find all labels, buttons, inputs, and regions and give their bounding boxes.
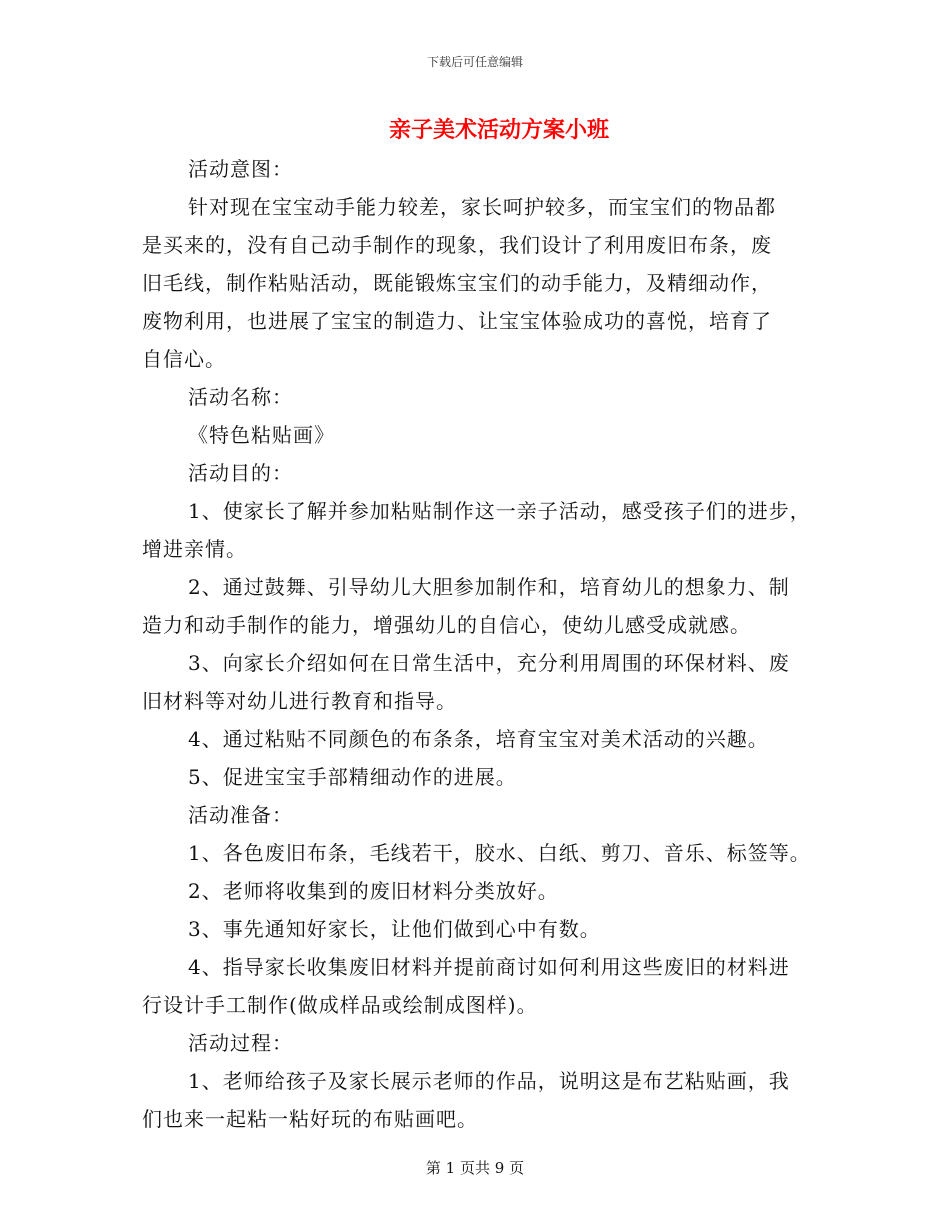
paragraph-line: 旧毛线，制作粘贴活动，既能锻炼宝宝们的动手能力，及精细动作， [142, 271, 772, 295]
list-item: 5、促进宝宝手部精细动作的进展。 [188, 765, 517, 789]
section-heading: 活动名称： [188, 385, 293, 409]
list-item: 1、各色废旧布条，毛线若干，胶水、白纸、剪刀、音乐、标签等。 [188, 841, 811, 865]
list-item: 2、老师将收集到的废旧材料分类放好。 [188, 879, 559, 903]
section-heading: 活动目的： [188, 461, 293, 485]
list-item: 3、向家长介绍如何在日常生活中，充分利用周围的环保材料、废 [188, 651, 790, 675]
list-item: 1、老师给孩子及家长展示老师的作品，说明这是布艺粘贴画，我 [188, 1069, 790, 1093]
list-item: 2、通过鼓舞、引导幼儿大胆参加制作和，培育幼儿的想象力、制 [188, 575, 790, 599]
list-item-continuation: 们也来一起粘一粘好玩的布贴画吧。 [142, 1107, 478, 1131]
page-footer: 第 1 页共 9 页 [425, 1159, 525, 1177]
list-item: 4、指导家长收集废旧材料并提前商讨如何利用这些废旧的材料进 [188, 955, 790, 979]
section-heading: 活动过程： [188, 1031, 293, 1055]
header-note: 下载后可任意编辑 [426, 55, 523, 69]
list-item-continuation: 造力和动手制作的能力，增强幼儿的自信心，使幼儿感受成就感。 [142, 613, 751, 637]
list-item: 3、事先通知好家长，让他们做到心中有数。 [188, 917, 601, 941]
document-title: 亲子美术活动方案小班 [388, 117, 609, 143]
paragraph-line: 针对现在宝宝动手能力较差，家长呵护较多，而宝宝们的物品都 [188, 195, 776, 219]
list-item-continuation: 增进亲情。 [142, 537, 247, 561]
section-heading: 活动意图： [188, 157, 293, 181]
list-item-continuation: 行设计手工制作(做成样品或绘制成图样)。 [142, 993, 538, 1017]
list-item-continuation: 旧材料等对幼儿进行教育和指导。 [142, 689, 457, 713]
section-heading: 活动准备： [188, 803, 293, 827]
paragraph-line: 是买来的，没有自己动手制作的现象，我们设计了利用废旧布条，废 [142, 233, 772, 257]
paragraph-line: 《特色粘贴画》 [188, 423, 335, 447]
document-body [142, 150, 832, 1138]
list-item: 1、使家长了解并参加粘贴制作这一亲子活动，感受孩子们的进步， [188, 499, 811, 523]
paragraph-line: 自信心。 [142, 347, 226, 371]
list-item: 4、通过粘贴不同颜色的布条条，培育宝宝对美术活动的兴趣。 [188, 727, 769, 751]
paragraph-line: 废物利用，也进展了宝宝的制造力、让宝宝体验成功的喜悦，培育了 [142, 309, 772, 333]
